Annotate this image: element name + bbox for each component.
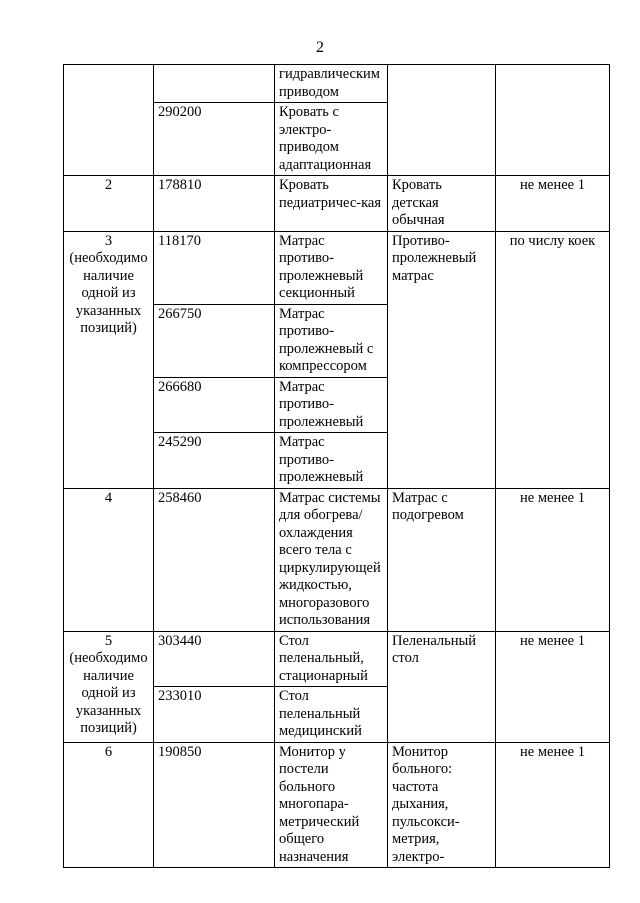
- code-cell: [154, 65, 275, 103]
- cell-text-line: Матрас системы: [279, 489, 381, 506]
- cell-text-line: 6: [104, 743, 113, 760]
- code-cell: 303440: [154, 631, 275, 687]
- table-row: [64, 488, 610, 631]
- cell-text-line: детская: [392, 194, 439, 211]
- cell-text-line: больного:: [392, 761, 453, 777]
- cell-text-line: метрия,: [392, 831, 440, 847]
- table-row: [64, 231, 610, 304]
- type-cell: [388, 176, 496, 232]
- type-cell: [388, 631, 496, 742]
- cell-text-line: Кровать: [279, 177, 329, 193]
- cell-text-line: охлаждения: [279, 524, 353, 541]
- row-number-cell: [64, 488, 154, 631]
- name-cell: [275, 687, 388, 743]
- cell-text-line: 2: [104, 177, 113, 193]
- cell-text-line: Матрас: [279, 305, 325, 322]
- name-cell: [275, 488, 388, 631]
- cell-text-line: указанных: [75, 302, 142, 319]
- cell-text-line: медицинский: [279, 723, 362, 739]
- cell-text-line: подогревом: [392, 507, 464, 523]
- code-cell: 266750: [154, 304, 275, 377]
- table-row: [64, 176, 610, 232]
- cell-text-line: позиций): [80, 320, 137, 336]
- cell-text-line: частота: [392, 778, 439, 795]
- cell-text-line: пролежневый: [279, 469, 364, 485]
- cell-text-line: приводом: [279, 139, 339, 155]
- cell-text-line: (необходимо: [69, 650, 148, 666]
- row-number-cell: [64, 65, 154, 176]
- quantity-cell: по числу коек: [496, 231, 610, 488]
- cell-text-line: Матрас: [279, 232, 325, 249]
- code-cell: 266680: [154, 377, 275, 433]
- cell-text-line: наличие: [83, 267, 134, 284]
- code-cell: 245290: [154, 433, 275, 489]
- row-number-cell: [64, 176, 154, 232]
- quantity-cell: не менее 1: [496, 488, 610, 631]
- code-cell: 190850: [154, 742, 275, 868]
- cell-text-line: педиатричес-кая: [279, 194, 382, 211]
- quantity-cell: [496, 65, 610, 176]
- cell-text-line: противо-: [279, 396, 334, 412]
- cell-text-line: Противо-: [392, 232, 450, 249]
- cell-text-line: Матрас: [279, 434, 325, 450]
- name-cell: [275, 103, 388, 176]
- name-cell: [275, 742, 388, 868]
- code-cell: 258460: [154, 488, 275, 631]
- cell-text-line: пролежневый: [279, 267, 364, 284]
- name-cell: [275, 433, 388, 489]
- cell-text-line: метрический: [279, 813, 360, 830]
- cell-text-line: постели: [279, 761, 329, 777]
- cell-text-line: Монитор у: [279, 743, 346, 760]
- cell-text-line: всего тела с: [279, 542, 352, 558]
- cell-text-line: матрас: [392, 267, 434, 284]
- quantity-cell: не менее 1: [496, 631, 610, 742]
- row-number-cell: [64, 742, 154, 868]
- cell-text-line: пульсокси-: [392, 813, 460, 830]
- cell-text-line: противо-: [279, 323, 334, 339]
- cell-text-line: указанных: [75, 702, 142, 719]
- cell-text-line: электро-: [279, 121, 332, 138]
- cell-text-line: пеленальный,: [279, 650, 364, 666]
- cell-text-line: пролежневый: [279, 413, 364, 430]
- cell-text-line: циркулирующей: [279, 559, 381, 576]
- cell-text-line: многоразового: [279, 594, 370, 611]
- cell-text-line: для обогрева/: [279, 507, 363, 523]
- code-cell: 233010: [154, 687, 275, 743]
- cell-text-line: пролежневый: [392, 250, 477, 266]
- quantity-cell: не менее 1: [496, 176, 610, 232]
- name-cell: [275, 231, 388, 304]
- code-cell: 178810: [154, 176, 275, 232]
- cell-text-line: Пеленальный: [392, 632, 477, 649]
- cell-text-line: гидравлическим: [279, 66, 380, 82]
- code-cell: 290200: [154, 103, 275, 176]
- cell-text-line: адаптационная: [279, 156, 372, 173]
- name-cell: [275, 304, 388, 377]
- cell-text-line: многопара-: [279, 796, 349, 812]
- row-number-cell: [64, 631, 154, 742]
- cell-text-line: Кровать: [392, 177, 442, 193]
- cell-text-line: компрессором: [279, 358, 367, 374]
- cell-text-line: противо-: [279, 250, 334, 266]
- quantity-cell: не менее 1: [496, 742, 610, 868]
- cell-text-line: одной из: [81, 285, 136, 301]
- cell-text-line: назначения: [279, 848, 349, 865]
- code-cell: 118170: [154, 231, 275, 304]
- cell-text-line: стол: [392, 650, 419, 666]
- cell-text-line: Монитор: [392, 743, 448, 760]
- type-cell: [388, 65, 496, 176]
- table-row: [64, 65, 610, 103]
- cell-text-line: 4: [104, 489, 113, 506]
- cell-text-line: обычная: [392, 212, 445, 228]
- equipment-table: [63, 64, 610, 868]
- cell-text-line: Стол: [279, 632, 309, 649]
- cell-text-line: электро-: [392, 848, 445, 865]
- name-cell: [275, 65, 388, 103]
- cell-text-line: Кровать с: [279, 104, 339, 120]
- cell-text-line: Матрас с: [392, 489, 448, 506]
- cell-text-line: 5: [104, 632, 113, 649]
- cell-text-line: наличие: [83, 667, 134, 684]
- name-cell: [275, 176, 388, 232]
- name-cell: [275, 631, 388, 687]
- cell-text-line: Матрас: [279, 378, 325, 395]
- type-cell: [388, 742, 496, 868]
- cell-text-line: одной из: [81, 685, 136, 701]
- cell-text-line: дыхания,: [392, 796, 449, 812]
- type-cell: [388, 488, 496, 631]
- cell-text-line: пеленальный: [279, 705, 361, 722]
- table-row: [64, 631, 610, 687]
- cell-text-line: Стол: [279, 688, 309, 704]
- cell-text-line: 3: [104, 232, 113, 249]
- cell-text-line: секционный: [279, 285, 355, 301]
- cell-text-line: использования: [279, 612, 371, 628]
- cell-text-line: позиций): [80, 720, 137, 736]
- page-number: 2: [316, 39, 324, 56]
- cell-text-line: противо-: [279, 451, 334, 468]
- cell-text-line: стационарный: [279, 667, 368, 684]
- table-row: [64, 742, 610, 868]
- cell-text-line: общего: [279, 831, 325, 847]
- cell-text-line: приводом: [279, 83, 339, 100]
- row-number-cell: [64, 231, 154, 488]
- cell-text-line: жидкостью,: [279, 577, 352, 593]
- type-cell: [388, 231, 496, 488]
- cell-text-line: больного: [279, 778, 336, 795]
- cell-text-line: (необходимо: [69, 250, 148, 266]
- cell-text-line: пролежневый с: [279, 340, 374, 357]
- name-cell: [275, 377, 388, 433]
